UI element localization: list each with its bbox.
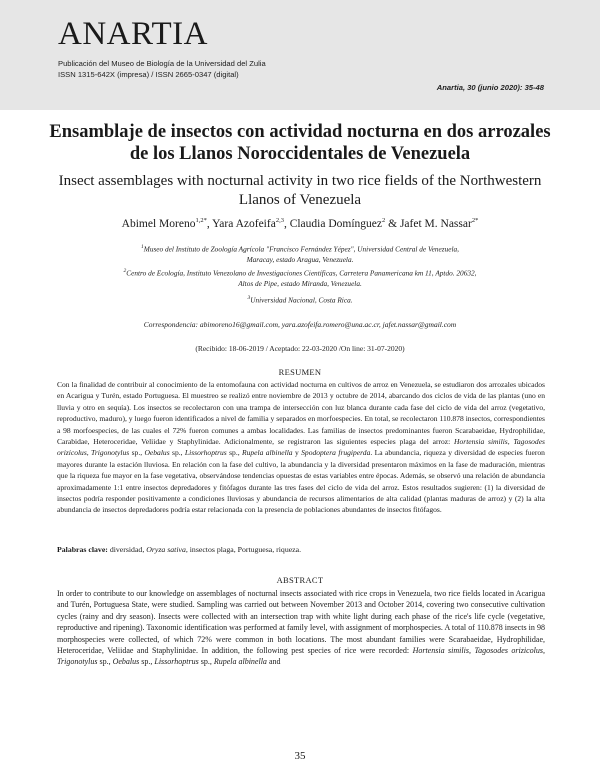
author-affil-ref: 1,2* [195,217,207,224]
species-name: Spodoptera frugiperda [301,448,371,458]
author-name: Jafet M. Nassar [399,217,472,230]
abstract-text: and [266,657,281,667]
correspondence-emails: Correspondencia: abimoreno16@gmail.com, yara.azofeifa.romero@una.ac.cr, jafet.nassar@gmail.com [143,320,457,329]
journal-name: ANARTIA [58,16,209,52]
resumen-text: sp., [226,448,242,458]
resumen-heading: RESUMEN [278,367,322,377]
keywords-label: Palabras clave: [57,545,108,554]
abstract-text: In order to contribute to our knowledge on assemblages of nocturnal insects associated with rice crops in Venezuela, two rice fields located in Acarigua and Turén, Portuguesa State, were studied. Sampling was carried out between November 2013 and October 2014, covering two consecutive cultivation cycles (rainy and dry season). Insects were collected with an intersection trap with white light during each phase of the rice's life cycle (vegetative, reproductive and ripening). Taxonomic identification was performed at family level, with assignment of morphospecies. A total of 110.878 insects in 98 morphospecies were collected, of which 72% were common in both locations. The most abundant families were Scarabaeidae, Hydrophilidae, Heteroceridae, Veliidae and Staphylinidae. In addition, the following pest species of rice were recorded: [57,589,545,656]
species-name: Rupela albinella [241,448,293,458]
author-separator: , [283,217,290,230]
author-name: Yara Azofeifa [212,217,276,230]
abstract-text: sp., [97,657,113,667]
journal-issn: ISSN 1315-642X (impresa) / ISSN 2665-0347 (digital) [58,70,239,79]
page-number: 35 [294,750,306,762]
journal-publisher: Publicación del Museo de Biología de la Universidad del Zulia [58,59,266,68]
resumen-text: Con la finalidad de contribuir al conocimiento de la entomofauna con actividad nocturna en cultivos de arroz en Venezuela, se estudiaron dos arrozales ubicados en Acarigua y Turén, estado Portuguesa. El muestreo se realizó entre noviembre de 2013 y octubre de 2014, abarcando dos ciclos de vida de las plantas (uno en lluvia y otro en sequía). Los insectos se recolectaron con una trampa de intersección con luz blanca durante cada fase del ciclo de vida del arroz (vegetativo, reproductivo, maduro), y luego fueron identificados a nivel de familia y separados en morfoespecies. En total, se recolectaron 110.878 insectos, correspondientes a 98 morfoespecies, de las cuales el 72% fueron comunes a ambas localidades. Las familias de insectos predominantes fueron Scarabaeidae, Hydrophilidae, Carabidae, Heteroceridae, Veliidae y Staphylinidae. Adicionalmente, se registraron las siguientes especies plaga del arroz: [57,380,545,447]
journal-citation: Anartia, 30 (junio 2020): 35-48 [436,83,544,92]
species-name: Lissorhoptrus [184,448,227,458]
species-name: Hortensia similis, Tagosodes orizicolus, Trigonotylus [57,437,545,458]
author-affil-ref: 2 [382,217,386,224]
author-affil-ref: 2,3 [275,217,284,224]
affiliation [70,293,530,305]
resumen-text: sp., [129,448,145,458]
abstract-body [57,588,545,668]
affiliation-number: 1 [140,244,144,250]
resumen-text: y [292,448,302,458]
author-affil-ref: 2* [471,217,479,224]
affiliation-line: Centro de Ecología, Instituto Venezolano de Investigaciones Científicas, Carretera Panamericana km 11, Aptdo. 20632, [126,268,477,278]
affiliation [70,266,530,289]
resumen-body [57,379,545,516]
affiliation-line: Universidad Nacional, Costa Rica. [250,295,353,305]
keywords-species: Oryza sativa [146,545,186,554]
affiliation-number: 2 [123,268,127,274]
species-name: Hortensia similis, Tagosodes orizicolus, Trigonotylus [57,646,545,667]
resumen-text: . La abundancia, riqueza y diversidad de especies fueron mayores durante la estación lluviosa. En relación con la fase del cultivo, la abundancia y la diversidad presentaron máximos en la fase de maduración, mientras que la riqueza fue mayor en la fase vegetativa, observándose tendencias opuestas de estas variables entre épocas. Además, se observó una relación de abundancia aproximadamente 1:1 entre insectos depredadores y fitófagos durante las tres fases del ciclo de vida del arroz. Estos resultados sugieren: (1) la diversidad de insectos podría responder positivamente a condiciones lluviosas y abundancia de recursos alimentarios de alta calidad (plantas maduras de arroz) y (2) la alta abundancia de insectos depredadores podría estar relacionada con la presencia de poblaciones abundantes de insectos fitófagos. [57,448,545,515]
abstract-text: sp., [139,657,155,667]
species-name: Rupela albinella [213,657,267,667]
submission-dates: (Recibido: 18-06-2019 / Aceptado: 22-03-2020 /On line: 31-07-2020) [195,344,405,353]
author-list [40,217,560,230]
resumen-text: sp., [169,448,185,458]
species-name: Oebalus [144,448,170,458]
author-name: Claudia Domínguez [289,217,382,230]
article-title-spanish: Ensamblaje de insectos con actividad nocturna en dos arrozales de los Llanos Noroccidentales de Venezuela [49,122,551,164]
affiliation-line: Museo del Instituto de Zoología Agrícola "Francisco Fernández Yépez", Universidad Central de Venezuela, [143,244,459,254]
abstract-heading: ABSTRACT [276,575,324,585]
affiliation-number: 3 [247,295,251,301]
journal-info [58,58,266,80]
author-separator: , [206,217,213,230]
species-name: Lissorhoptrus [154,657,199,667]
keywords-text: , insectos plaga, Portuguesa, riqueza. [185,545,302,554]
article-title-english: Insect assemblages with nocturnal activity in two rice fields of the Northwestern Llanos of Venezuela [58,173,542,208]
species-name: Oebalus [112,657,140,667]
affiliation [70,242,530,265]
keywords-text: diversidad, [107,545,147,554]
author-separator: & [385,217,400,230]
abstract-text: sp., [198,657,214,667]
author-name: Abimel Moreno [121,217,196,230]
affiliation-line: Maracay, estado Aragua, Venezuela. [246,255,354,265]
keywords [57,545,545,554]
journal-header [0,0,600,110]
affiliation-line: Altos de Pipe, estado Miranda, Venezuela. [238,279,362,289]
